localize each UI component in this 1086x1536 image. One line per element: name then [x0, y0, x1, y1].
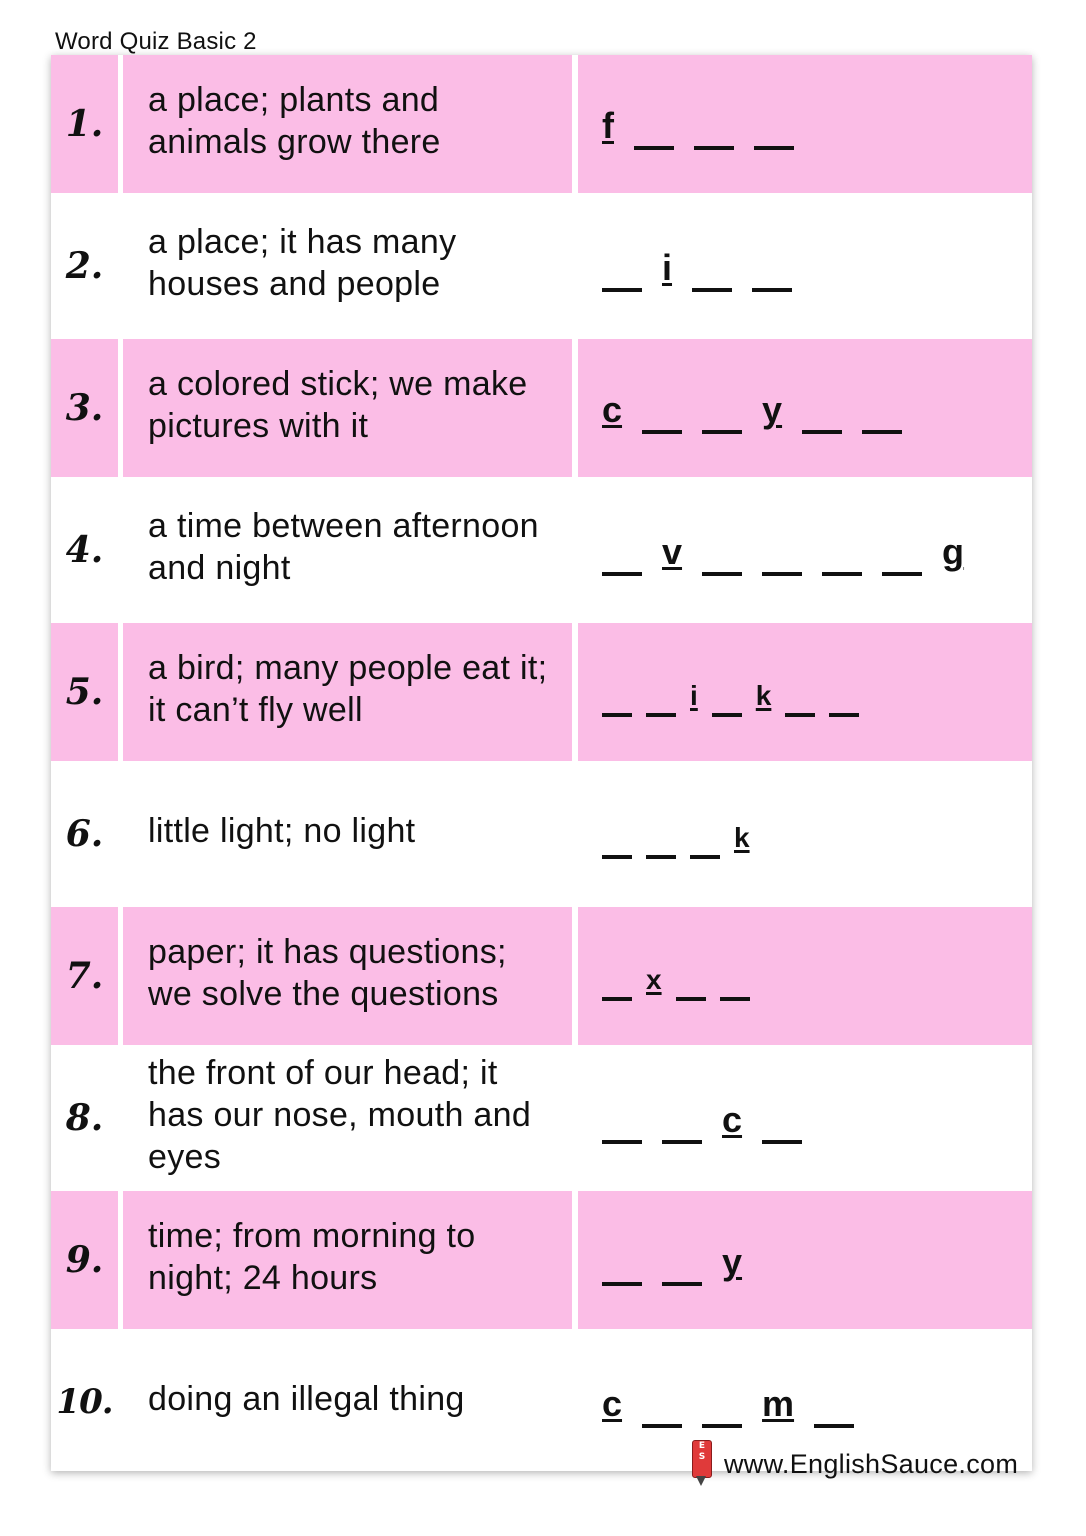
- answer-letter: v: [662, 531, 683, 572]
- answer-blank: [692, 252, 732, 292]
- clue-line: a time between afternoon: [148, 507, 539, 545]
- answer-cell: [578, 1191, 1032, 1329]
- answer-blank: [762, 536, 802, 576]
- answer-blank: [602, 536, 642, 576]
- logo-letter: E: [698, 1441, 706, 1451]
- quiz-row-8: [51, 1049, 1032, 1187]
- answer-slots: [602, 819, 764, 859]
- answer-blank: [785, 677, 815, 717]
- answer-letter: i: [690, 680, 698, 711]
- quiz-table: [51, 55, 1032, 1471]
- answer-blank: [802, 394, 842, 434]
- clue-line: paper; it has questions;: [148, 933, 507, 971]
- clue-line: and night: [148, 549, 291, 587]
- quiz-row-9: [51, 1191, 1032, 1329]
- answer-blank: [702, 394, 742, 434]
- answer-blank: [602, 961, 632, 1001]
- answer-letter: m: [762, 1383, 795, 1424]
- quiz-row-5: [51, 623, 1032, 761]
- answer-cell: [578, 339, 1032, 477]
- answer-blank: [662, 1104, 702, 1144]
- quiz-row-7: [51, 907, 1032, 1045]
- site-url[interactable]: www.EnglishSauce.com: [724, 1448, 1019, 1479]
- row-number: 8.: [51, 1049, 118, 1187]
- answer-slots: [602, 1383, 874, 1428]
- clue-line: eyes: [148, 1138, 222, 1176]
- answer-blank: [602, 819, 632, 859]
- clue-line: it can’t fly well: [148, 691, 363, 729]
- clue: [123, 1333, 572, 1471]
- answer-slots: [602, 1241, 762, 1286]
- clue-line: doing an illegal thing: [148, 1380, 465, 1418]
- answer-blank: [662, 1246, 702, 1286]
- answer-blank: [822, 536, 862, 576]
- clue-line: animals grow there: [148, 123, 441, 161]
- clue-line: a bird; many people eat it;: [148, 649, 548, 687]
- answer-blank: [702, 536, 742, 576]
- answer-letter: i: [662, 247, 673, 288]
- answer-cell: [578, 907, 1032, 1045]
- row-number: 10.: [51, 1333, 118, 1471]
- clue-line: a colored stick; we make: [148, 365, 528, 403]
- answer-letter: y: [722, 1241, 743, 1282]
- answer-blank: [646, 677, 676, 717]
- clue-line: the front of our head; it: [148, 1054, 498, 1092]
- clue: [123, 481, 572, 619]
- answer-letter: y: [762, 389, 783, 430]
- clue: [123, 907, 572, 1045]
- logo-letter: S: [698, 1452, 706, 1462]
- answer-blank: [762, 1104, 802, 1144]
- row-number: 3.: [51, 339, 118, 477]
- clue: [123, 623, 572, 761]
- answer-letter: g: [942, 531, 965, 572]
- answer-cell: [578, 197, 1032, 335]
- answer-blank: [602, 252, 642, 292]
- answer-blank: [882, 536, 922, 576]
- answer-slots: [602, 1099, 822, 1144]
- quiz-row-6: [51, 765, 1032, 903]
- answer-slots: [602, 531, 984, 576]
- answer-letter: k: [734, 822, 750, 853]
- clue-line: little light; no light: [148, 812, 416, 850]
- clue-line: night; 24 hours: [148, 1259, 378, 1297]
- answer-slots: [602, 247, 812, 292]
- answer-letter: k: [755, 680, 772, 711]
- answer-cell: [578, 481, 1032, 619]
- answer-blank: [814, 1388, 854, 1428]
- clue-line: a place; it has many: [148, 223, 457, 261]
- clue: [123, 339, 572, 477]
- page-title: Word Quiz Basic 2: [55, 28, 257, 55]
- answer-blank: [602, 1104, 642, 1144]
- answer-slots: [602, 677, 873, 717]
- answer-blank: [754, 110, 794, 150]
- answer-blank: [642, 1388, 682, 1428]
- quiz-row-2: [51, 197, 1032, 335]
- answer-blank: [602, 677, 632, 717]
- answer-blank: [634, 110, 674, 150]
- row-number: 1.: [51, 55, 118, 193]
- clue: [123, 1049, 572, 1187]
- row-number: 7.: [51, 907, 118, 1045]
- clue: [123, 197, 572, 335]
- answer-blank: [829, 677, 859, 717]
- answer-cell: [578, 1049, 1032, 1187]
- answer-letter: c: [722, 1099, 743, 1140]
- answer-blank: [752, 252, 792, 292]
- answer-blank: [690, 819, 720, 859]
- clue: [123, 1191, 572, 1329]
- answer-blank: [712, 677, 742, 717]
- answer-letter: c: [602, 389, 623, 430]
- row-number: 9.: [51, 1191, 118, 1329]
- answer-letter: x: [646, 964, 662, 995]
- row-number: 4.: [51, 481, 118, 619]
- answer-slots: [602, 105, 814, 150]
- answer-blank: [646, 819, 676, 859]
- clue-line: houses and people: [148, 265, 441, 303]
- clue-line: pictures with it: [148, 407, 369, 445]
- answer-cell: [578, 765, 1032, 903]
- answer-blank: [720, 961, 750, 1001]
- answer-cell: [578, 55, 1032, 193]
- row-number: 6.: [51, 765, 118, 903]
- row-number: 2.: [51, 197, 118, 335]
- clue: [123, 765, 572, 903]
- answer-cell: [578, 623, 1032, 761]
- answer-letter: f: [602, 105, 614, 146]
- quiz-row-1: [51, 55, 1032, 193]
- answer-blank: [694, 110, 734, 150]
- answer-letter: c: [602, 1383, 623, 1424]
- answer-slots: [602, 961, 764, 1001]
- answer-slots: [602, 389, 922, 434]
- clue-line: time; from morning to: [148, 1217, 476, 1255]
- quiz-row-3: [51, 339, 1032, 477]
- clue-line: a place; plants and: [148, 81, 440, 119]
- marker-pen-icon: [690, 1440, 712, 1488]
- answer-blank: [642, 394, 682, 434]
- answer-blank: [676, 961, 706, 1001]
- answer-blank: [862, 394, 902, 434]
- clue-line: we solve the questions: [148, 975, 499, 1013]
- clue-line: has our nose, mouth and: [148, 1096, 532, 1134]
- answer-blank: [602, 1246, 642, 1286]
- quiz-row-4: [51, 481, 1032, 619]
- row-number: 5.: [51, 623, 118, 761]
- footer: [690, 1440, 1018, 1488]
- answer-blank: [702, 1388, 742, 1428]
- clue: [123, 55, 572, 193]
